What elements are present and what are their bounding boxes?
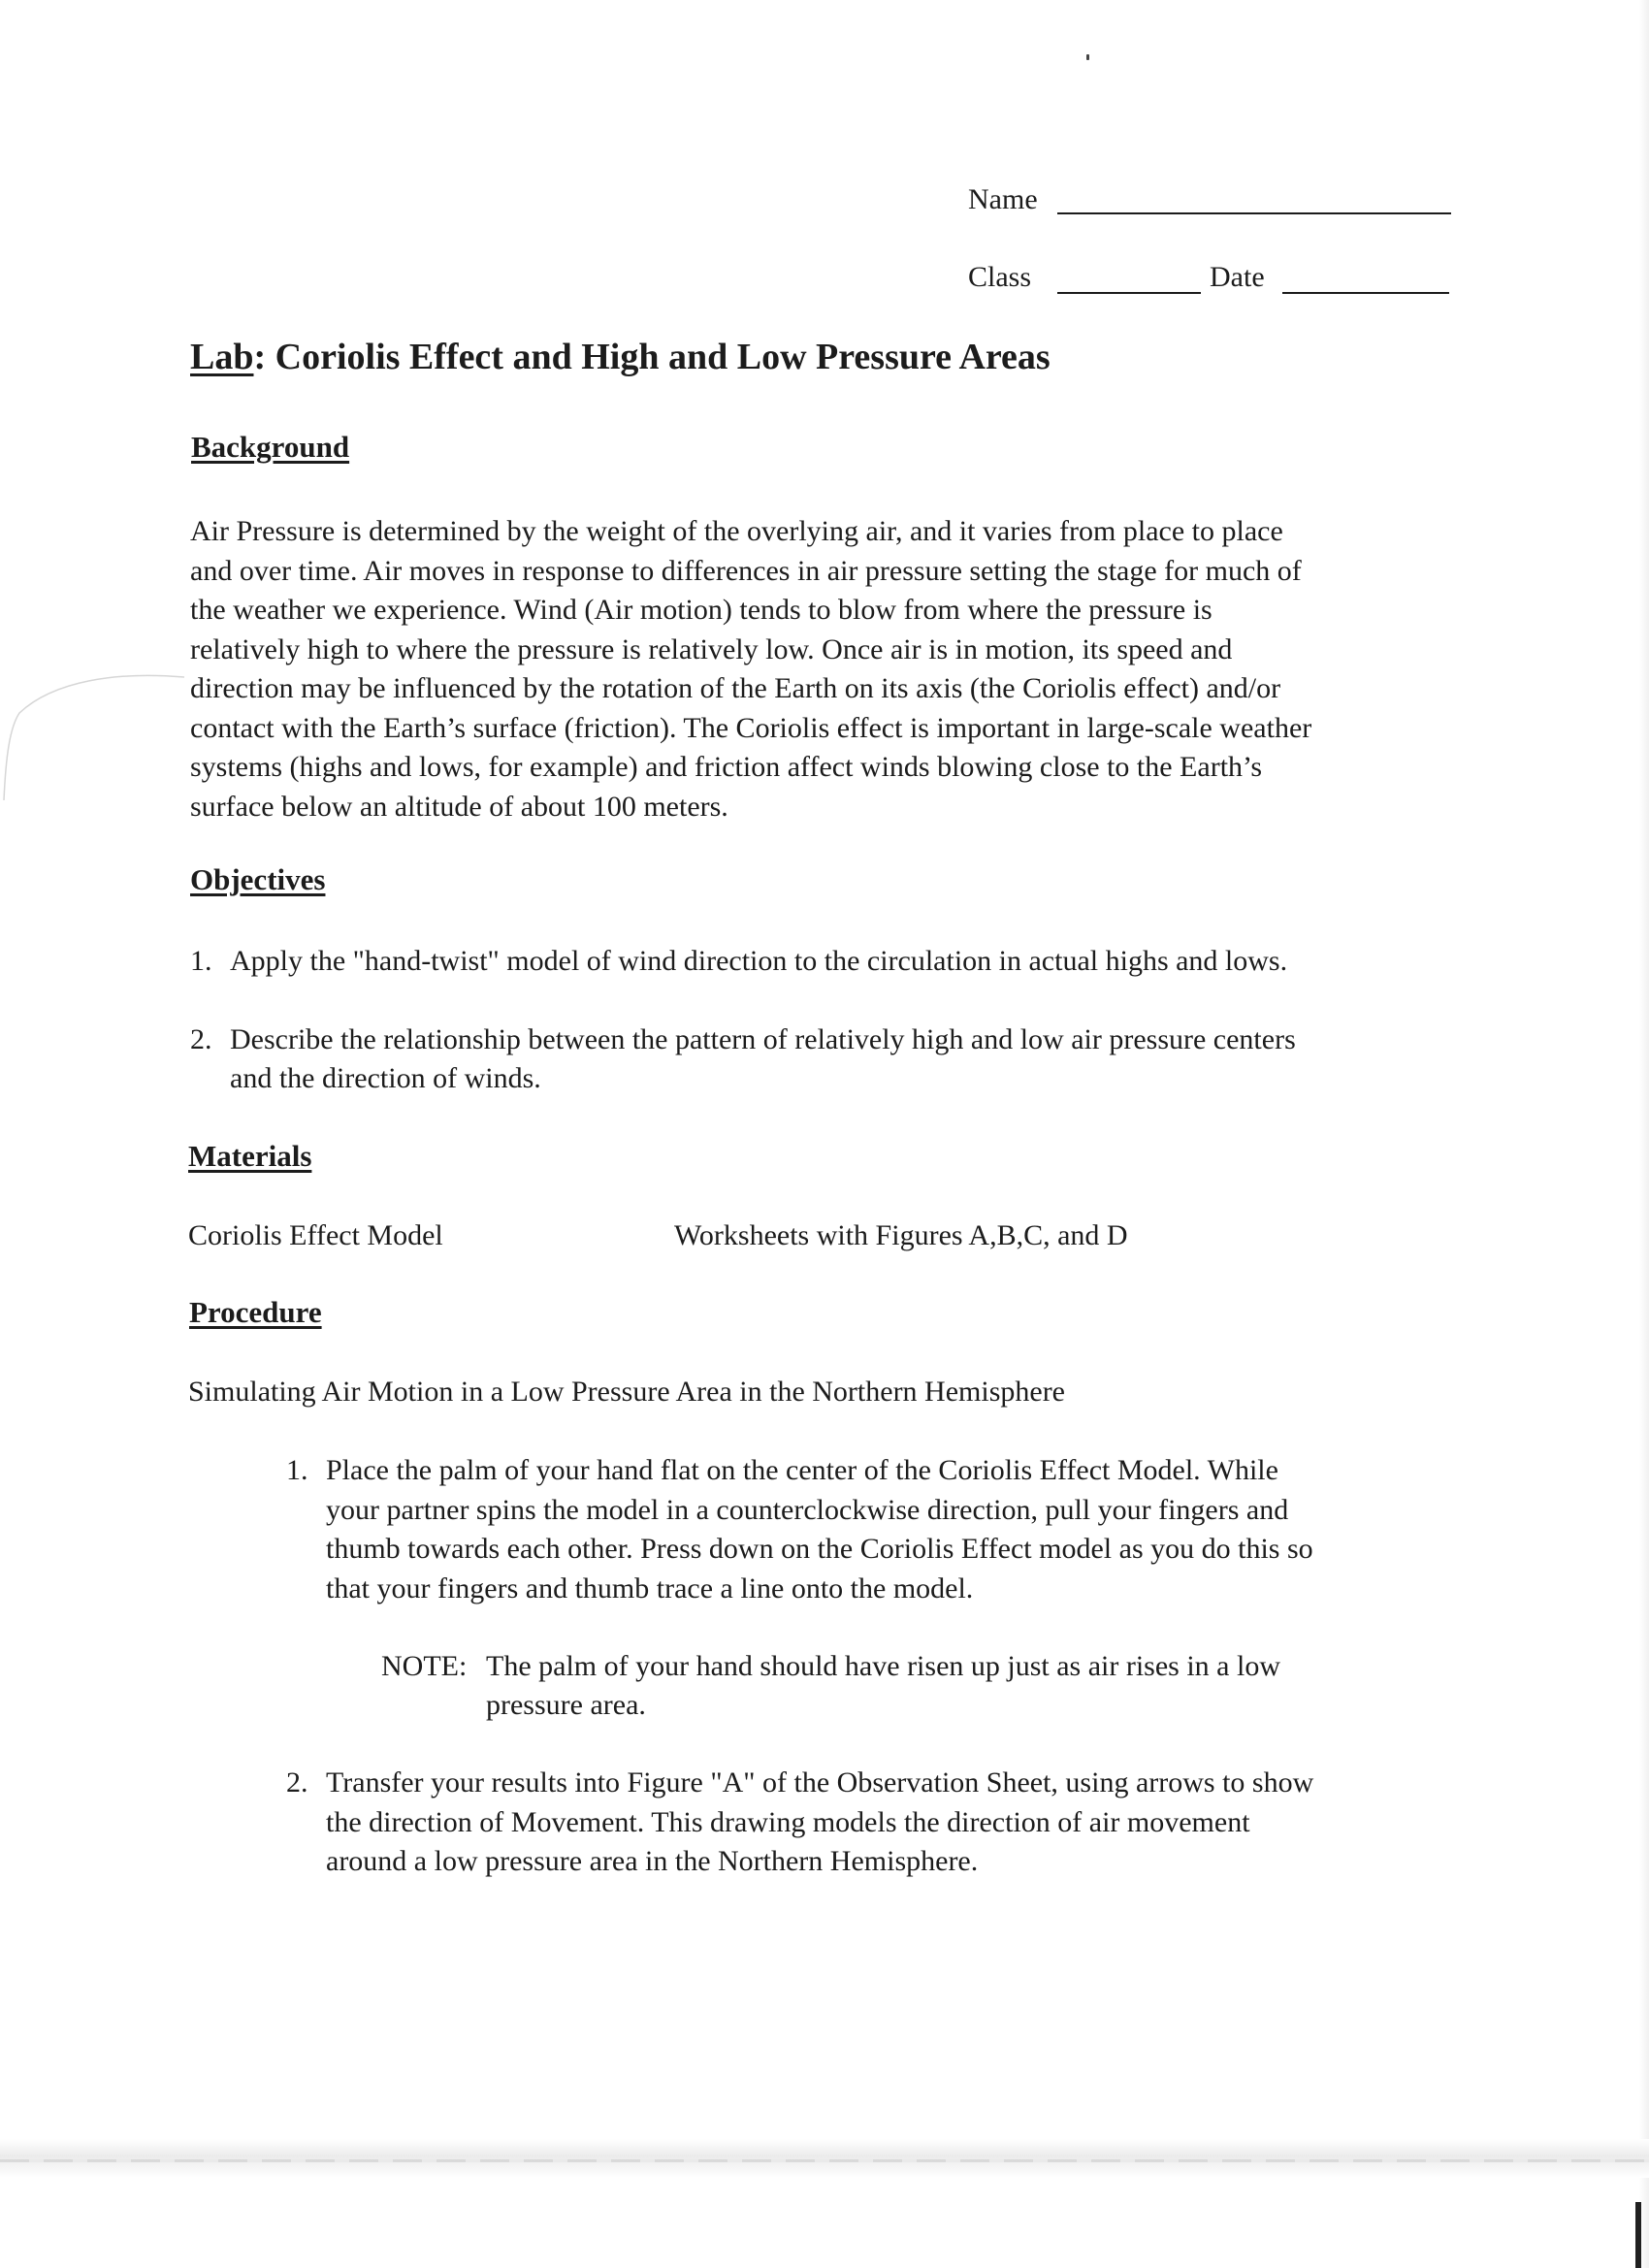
step-line: thumb towards each other. Press down on the Coriolis Effect model as you do this so [326,1533,1313,1565]
materials-heading: Materials [188,1139,312,1173]
procedure-subheading: Simulating Air Motion in a Low Pressure Area in the Northern Hemisphere [188,1376,1065,1408]
name-label: Name [968,183,1038,215]
note-text: The palm of your hand should have risen up just as air rises in a low [486,1650,1280,1682]
class-label: Class [968,261,1032,293]
material-item: Worksheets with Figures A,B,C, and D [674,1219,1128,1251]
page-title [190,336,1051,378]
step-line: that your fingers and thumb trace a line onto the model. [326,1571,974,1604]
step-line: Place the palm of your hand flat on the center of the Coriolis Effect Model. While [326,1454,1278,1486]
background-line: relatively high to where the pressure is relatively low. Once air is in motion, its speed and [190,632,1233,665]
step-line: around a low pressure area in the Northern Hemisphere. [326,1845,979,1877]
background-line: and over time. Air moves in response to differences in air pressure setting the stage for much of [190,554,1302,587]
background-line: the weather we experience. Wind (Air motion) tends to blow from where the pressure is [190,594,1212,626]
scan-speck [1086,54,1089,60]
title-lab: Lab [190,337,254,377]
background-line: direction may be influenced by the rotation of the Earth on its axis (the Coriolis effect) and/or [190,672,1281,704]
step-number: 2. [286,1766,308,1798]
page-edge-shadow [1639,0,1649,2268]
objectives-heading: Objectives [190,862,326,896]
note-text: pressure area. [486,1689,646,1721]
date-label: Date [1210,261,1265,293]
title-rest: : Coriolis Effect and High and Low Pressure Areas [253,337,1051,377]
background-heading: Background [191,430,350,464]
objective-text: Apply the "hand-twist" model of wind direction to the circulation in actual highs and lows. [230,945,1288,977]
class-field[interactable] [1057,292,1201,294]
objective-number: 2. [190,1023,212,1055]
step-number: 1. [286,1454,308,1486]
scan-artifact-line [0,2159,1649,2162]
name-field[interactable] [1057,212,1451,214]
procedure-heading: Procedure [189,1295,322,1329]
background-line: systems (highs and lows, for example) and friction affect winds blowing close to the Earth’s [190,751,1263,783]
background-line: surface below an altitude of about 100 meters. [190,790,728,823]
background-line: Air Pressure is determined by the weight of the overlying air, and it varies from place to place [190,515,1283,547]
background-paragraph [190,512,1311,826]
objective-text: Describe the relationship between the pattern of relatively high and low air pressure centers [230,1023,1296,1055]
paper-crease-mark [0,669,194,805]
objective-number: 1. [190,945,212,977]
date-field[interactable] [1282,292,1449,294]
scan-edge-mark [1635,2202,1641,2268]
step-text [326,1451,1313,1608]
step-text [326,1764,1313,1882]
scan-artifact-band [0,2139,1649,2178]
step-line: Transfer your results into Figure "A" of the Observation Sheet, using arrows to show [326,1766,1314,1798]
note-label: NOTE: [381,1650,468,1682]
step-line: your partner spins the model in a counterclockwise direction, pull your fingers and [326,1493,1289,1526]
background-line: contact with the Earth’s surface (friction). The Coriolis effect is important in large-scale weather [190,711,1312,744]
material-item: Coriolis Effect Model [188,1219,443,1251]
step-line: the direction of Movement. This drawing models the direction of air movement [326,1805,1250,1838]
objective-text: and the direction of winds. [230,1062,541,1094]
